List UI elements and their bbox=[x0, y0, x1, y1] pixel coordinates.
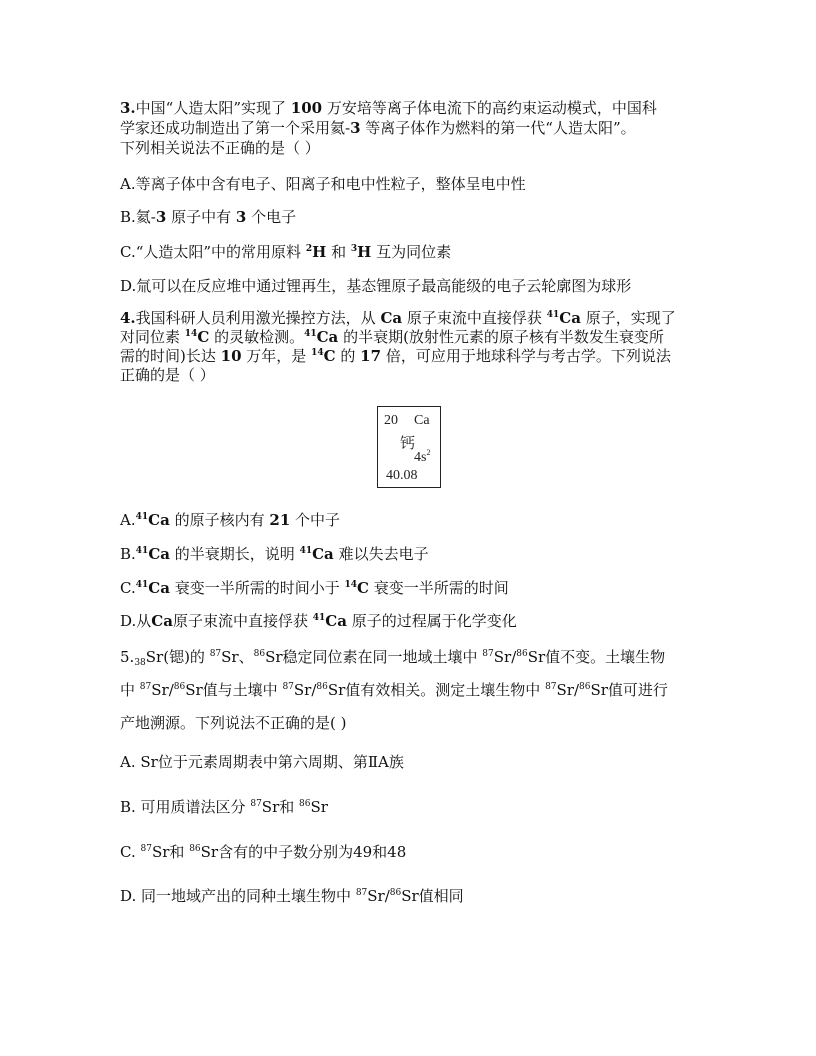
text: 学家还成功制造出了第一个采用氦- bbox=[120, 119, 351, 137]
question-4-line-2 bbox=[120, 328, 700, 347]
option-3b bbox=[120, 207, 296, 227]
text: Sr值与土壤中 bbox=[185, 681, 278, 699]
text: Sr/ bbox=[556, 681, 580, 699]
question-4-line-3 bbox=[120, 347, 700, 366]
element-symbol: Ca bbox=[148, 579, 170, 597]
element-symbol: C bbox=[357, 579, 369, 597]
atomic-mass: 40.08 bbox=[386, 468, 418, 483]
question-number: 4. bbox=[120, 309, 136, 327]
text: 的半衰期长，说明 bbox=[174, 545, 295, 563]
number: 17 bbox=[360, 347, 382, 365]
atomic-number: 38 bbox=[134, 658, 146, 668]
text: 的灵敏检测。 bbox=[214, 328, 305, 346]
text: 等离子体作为燃料的第一代“人造太阳”。 bbox=[365, 119, 636, 137]
text: B.氦- bbox=[120, 208, 156, 226]
atomic-number: 20 bbox=[384, 413, 398, 428]
option-5d bbox=[120, 886, 464, 906]
number: 3 bbox=[350, 119, 361, 137]
config-exponent: 2 bbox=[426, 448, 431, 457]
text: 互为同位素 bbox=[376, 243, 452, 261]
text: Sr含有的中子数分别为49和48 bbox=[200, 843, 407, 861]
text: Sr值相同 bbox=[401, 887, 464, 905]
text: 万安培等离子体电流下的高约束运动模式，中国科 bbox=[326, 99, 657, 117]
text: Sr bbox=[310, 798, 328, 816]
text: 中国“人造太阳”实现了 bbox=[135, 99, 287, 117]
text: Sr和 bbox=[151, 843, 185, 861]
option-3a: A.等离子体中含有电子、阳离子和电中性粒子，整体呈电中性 bbox=[120, 175, 526, 193]
question-4-line-1 bbox=[120, 309, 700, 328]
text: D. 同一地域产出的同种土壤生物中 bbox=[120, 887, 352, 905]
text: 的原子核内有 bbox=[174, 511, 265, 529]
element-symbol: Ca bbox=[559, 309, 581, 327]
mass-number: 41 bbox=[135, 512, 149, 522]
text: Sr和 bbox=[261, 798, 295, 816]
mass-number: 41 bbox=[546, 310, 560, 320]
text: 难以失去电子 bbox=[338, 545, 429, 563]
option-5a: A. Sr位于元素周期表中第六周期、第ⅡA族 bbox=[120, 753, 404, 771]
option-4c bbox=[120, 578, 509, 598]
text: Sr值可进行 bbox=[590, 681, 668, 699]
mass-number: 87 bbox=[139, 682, 152, 692]
text: Sr值有效相关。测定土壤生物中 bbox=[327, 681, 541, 699]
text: Sr/ bbox=[151, 681, 174, 699]
option-5b bbox=[120, 797, 328, 817]
number: 3 bbox=[155, 208, 167, 226]
element-symbol: H bbox=[312, 243, 327, 261]
text: 需的时间)长达 bbox=[120, 347, 216, 365]
text: 衰变一半所需的时间小于 bbox=[174, 579, 340, 597]
text: 对同位素 bbox=[120, 328, 181, 346]
question-5 bbox=[120, 645, 700, 744]
text: Sr/ bbox=[493, 648, 517, 666]
mass-number: 86 bbox=[189, 844, 201, 854]
text: 原子束流中直接俘获 bbox=[172, 612, 308, 630]
option-4d bbox=[120, 611, 517, 631]
question-4-line-4: 正确的是（ ） bbox=[120, 366, 215, 384]
mass-number: 87 bbox=[250, 799, 262, 809]
mass-number: 86 bbox=[389, 888, 402, 898]
mass-number: 41 bbox=[299, 546, 313, 556]
mass-number: 86 bbox=[579, 682, 591, 692]
number: 21 bbox=[269, 511, 291, 529]
text: 我国科研人员利用激光操控方法，从 bbox=[135, 309, 376, 327]
mass-number: 86 bbox=[173, 682, 186, 692]
mass-number: 41 bbox=[135, 580, 149, 590]
option-4a bbox=[120, 510, 340, 530]
question-number: 3. bbox=[120, 99, 136, 117]
element-symbol: Ca bbox=[148, 511, 170, 529]
text: Sr/ bbox=[293, 681, 317, 699]
question-4 bbox=[120, 309, 700, 385]
mass-number: 3 bbox=[350, 244, 358, 254]
element-symbol: Ca bbox=[316, 328, 339, 346]
text: 衰变一半所需的时间 bbox=[373, 579, 509, 597]
element-symbol: Ca bbox=[312, 545, 334, 563]
mass-number: 87 bbox=[355, 888, 368, 898]
element-symbol: Ca bbox=[325, 612, 347, 630]
mass-number: 87 bbox=[140, 844, 152, 854]
number: 10 bbox=[220, 347, 242, 365]
mass-number: 86 bbox=[316, 682, 328, 692]
element-symbol: H bbox=[357, 243, 372, 261]
question-5-line-2 bbox=[120, 678, 700, 702]
electron-configuration bbox=[414, 450, 430, 466]
element-symbol: C bbox=[323, 347, 336, 365]
mass-number: 14 bbox=[311, 348, 324, 358]
mass-number: 41 bbox=[304, 329, 317, 339]
text: 的半衰期(放射性元素的原子核有半数发生衰变所 bbox=[343, 328, 664, 346]
mass-number: 41 bbox=[135, 546, 149, 556]
mass-number: 86 bbox=[253, 649, 266, 659]
text: Sr(锶)的 bbox=[145, 648, 205, 666]
text: C.“人造太阳”中的常用原料 bbox=[120, 243, 302, 261]
element-symbol: Ca bbox=[151, 612, 173, 630]
text: 万年，是 bbox=[246, 347, 307, 365]
question-3-line-3: 下列相关说法不正确的是（ ） bbox=[120, 139, 320, 157]
option-3d: D.氚可以在反应堆中通过锂再生，基态锂原子最高能级的电子云轮廓图为球形 bbox=[120, 277, 632, 295]
element-symbol: Ca bbox=[380, 309, 403, 327]
text: 个中子 bbox=[295, 511, 341, 529]
number: 3 bbox=[235, 208, 247, 226]
text: Sr/ bbox=[367, 887, 390, 905]
element-symbol: Ca bbox=[414, 413, 430, 428]
text: B. bbox=[120, 545, 136, 563]
mass-number: 87 bbox=[545, 682, 557, 692]
element-name: 钙 bbox=[400, 436, 416, 452]
mass-number: 86 bbox=[299, 799, 311, 809]
question-3 bbox=[120, 98, 700, 158]
text: C. bbox=[120, 579, 136, 597]
text: 原子束流中直接俘获 bbox=[406, 309, 542, 327]
question-5-line-1 bbox=[120, 645, 700, 669]
mass-number: 87 bbox=[482, 649, 494, 659]
option-4b bbox=[120, 544, 429, 564]
mass-number: 87 bbox=[209, 649, 222, 659]
text: 个电子 bbox=[251, 208, 297, 226]
text: 和 bbox=[331, 243, 347, 261]
text: 中 bbox=[120, 681, 136, 699]
text: 的 bbox=[340, 347, 356, 365]
text: Sr稳定同位素在同一地域土壤中 bbox=[265, 648, 478, 666]
mass-number: 2 bbox=[305, 244, 313, 254]
element-symbol: Ca bbox=[148, 545, 170, 563]
text: Sr、 bbox=[221, 648, 254, 666]
config-base: 4s bbox=[414, 450, 427, 465]
option-3c bbox=[120, 242, 451, 262]
mass-number: 87 bbox=[282, 682, 294, 692]
question-number: 5. bbox=[120, 648, 135, 666]
option-5c bbox=[120, 842, 406, 862]
text: B. 可用质谱法区分 bbox=[120, 798, 246, 816]
question-3-line-2 bbox=[120, 118, 700, 138]
text: 原子的过程属于化学变化 bbox=[351, 612, 517, 630]
text: 原子中有 bbox=[171, 208, 232, 226]
question-5-line-3: 产地溯源。下列说法不正确的是( ) bbox=[120, 714, 347, 732]
text: C. bbox=[120, 843, 136, 861]
question-3-line-1 bbox=[120, 98, 700, 118]
mass-number: 14 bbox=[344, 580, 358, 590]
mass-number: 86 bbox=[516, 649, 528, 659]
mass-number: 41 bbox=[312, 613, 326, 623]
text: 倍，可应用于地球科学与考古学。下列说法 bbox=[385, 347, 671, 365]
number: 100 bbox=[290, 99, 323, 117]
mass-number: 14 bbox=[184, 329, 198, 339]
text: D.从 bbox=[120, 612, 152, 630]
text: A. bbox=[120, 511, 136, 529]
text: 原子，实现了 bbox=[585, 309, 676, 327]
calcium-element-card bbox=[377, 406, 441, 488]
text: Sr值不变。土壤生物 bbox=[527, 648, 666, 666]
element-symbol: C bbox=[197, 328, 210, 346]
